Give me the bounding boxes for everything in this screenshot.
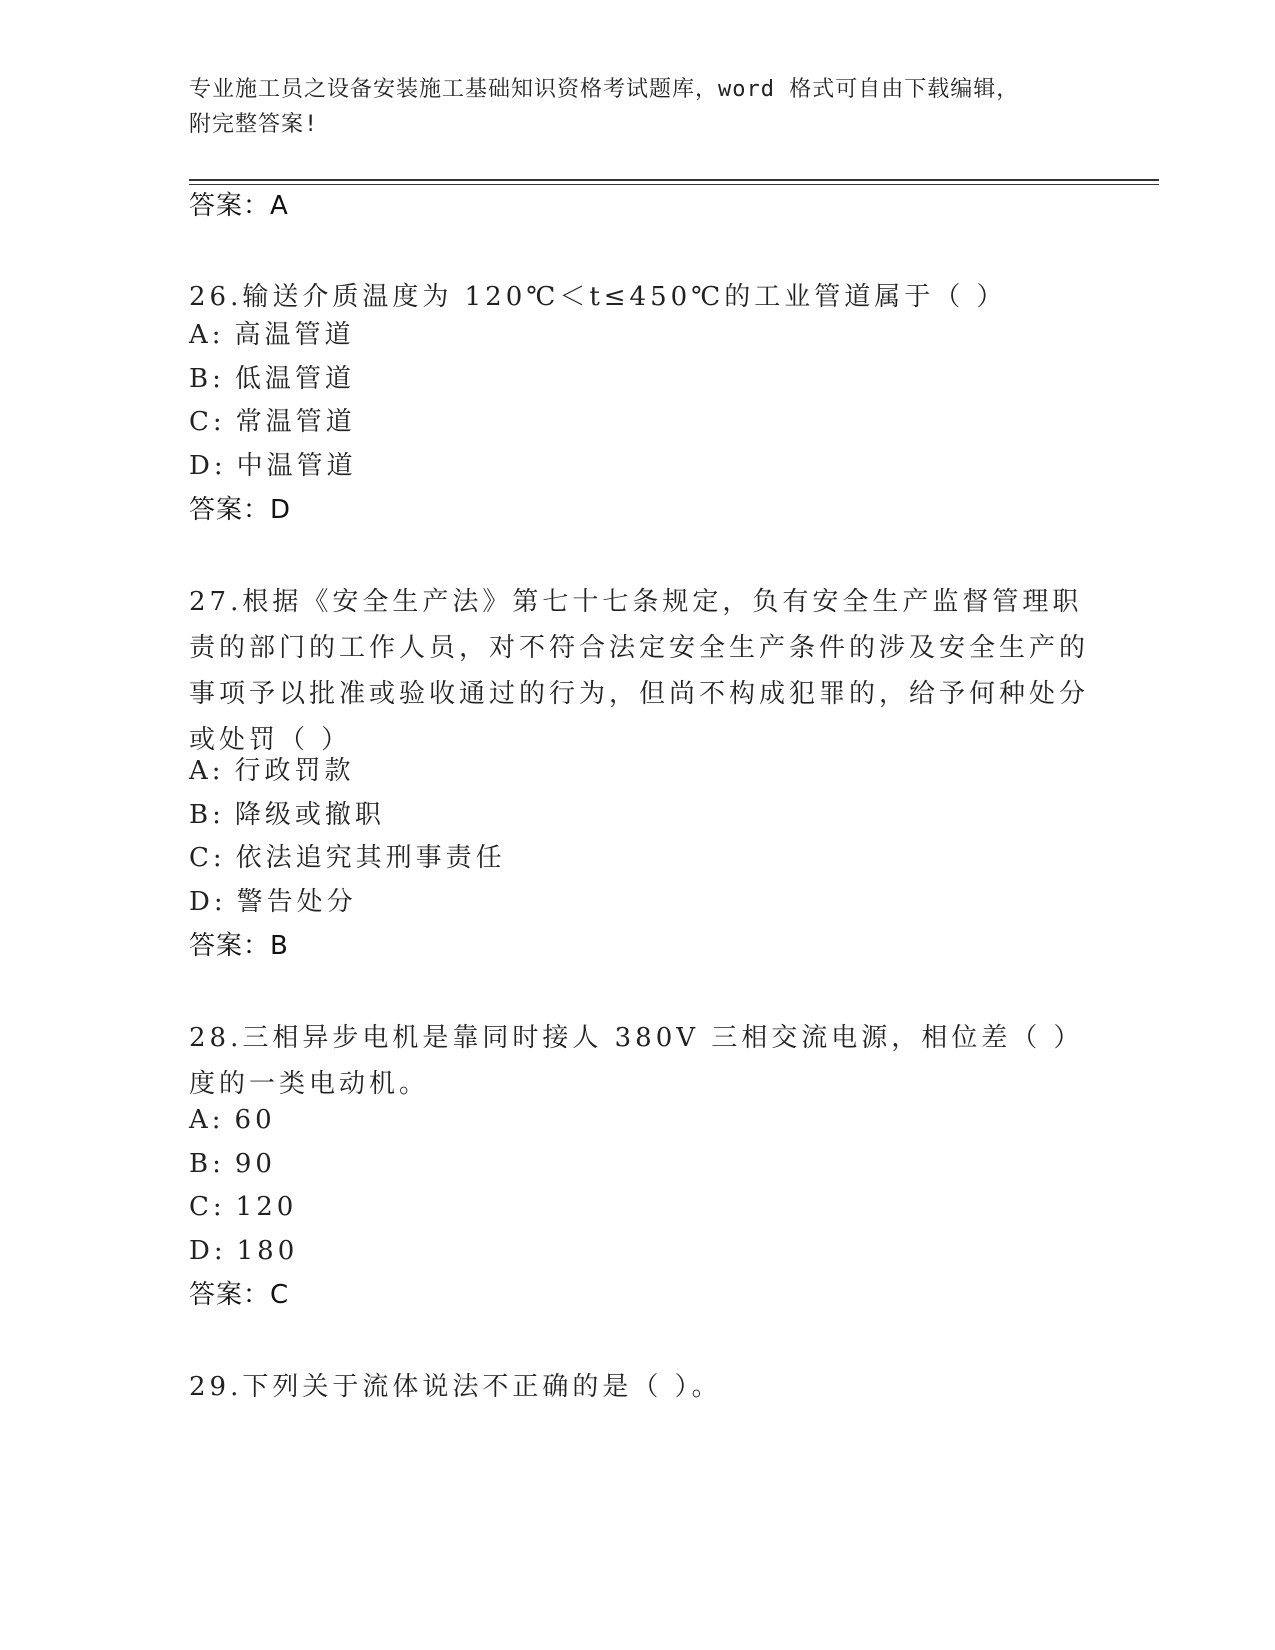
question-27-option-b: B: 降级或撤职 bbox=[189, 800, 385, 830]
header-divider-thin bbox=[189, 184, 1159, 185]
question-27-text: 27.根据《安全生产法》第七十七条规定，负有安全生产监督管理职责的部门的工作人员，对不符合法定安全生产条件的涉及安全生产的事项予以批准或验收通过的行为，但尚不构成犯罪的，给予何种处分或处罚（ ） bbox=[189, 587, 1090, 755]
document-header bbox=[189, 72, 1089, 142]
question-26-option-a: A: 高温管道 bbox=[189, 320, 355, 350]
header-line-2: 附完整答案! bbox=[189, 112, 319, 137]
answer-previous: 答案：A bbox=[189, 191, 289, 221]
question-27-option-d: D: 警告处分 bbox=[189, 887, 357, 917]
question-28-option-b: B: 90 bbox=[189, 1149, 276, 1179]
question-27-option-c: C: 依法追究其刑事责任 bbox=[189, 843, 506, 873]
question-26-option-d: D: 中温管道 bbox=[189, 451, 357, 481]
header-divider-thick bbox=[189, 179, 1159, 181]
question-29-text: 29.下列关于流体说法不正确的是（ ）。 bbox=[189, 1372, 722, 1402]
header-line-1: 专业施工员之设备安装施工基础知识资格考试题库，word 格式可自由下载编辑， bbox=[189, 77, 1020, 102]
question-26-answer: 答案：D bbox=[189, 495, 292, 525]
question-26-option-b: B: 低温管道 bbox=[189, 364, 355, 394]
question-27-answer: 答案：B bbox=[189, 931, 289, 961]
question-26-option-c: C: 常温管道 bbox=[189, 407, 356, 437]
question-26-text: 26.输送介质温度为 120℃＜t≤450℃的工业管道属于（ ） bbox=[189, 282, 1007, 312]
question-28-option-d: D: 180 bbox=[189, 1236, 299, 1266]
question-28-option-a: A: 60 bbox=[189, 1105, 276, 1135]
question-28-text: 28.三相异步电机是靠同时接人 380V 三相交流电源，相位差（ ）度的一类电动机。 bbox=[189, 1023, 1084, 1099]
question-27-option-a: A: 行政罚款 bbox=[189, 756, 355, 786]
question-28-option-c: C: 120 bbox=[189, 1192, 298, 1222]
question-28-answer: 答案：C bbox=[189, 1280, 290, 1310]
